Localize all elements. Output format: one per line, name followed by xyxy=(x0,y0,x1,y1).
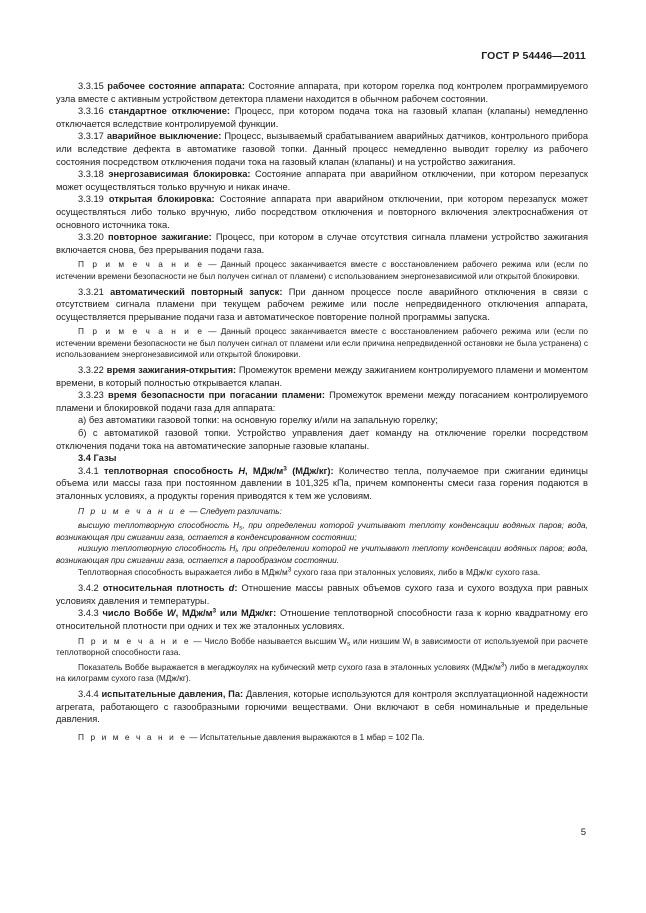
clause-3-3-19 xyxy=(56,193,588,231)
definition: Процесс, при котором подача тока на газовый клапан (клапаны) немедленно отключается вследствие контролируемой функции. xyxy=(56,106,588,129)
document-body xyxy=(56,80,588,746)
clause-number: 3.3.22 xyxy=(78,365,104,376)
note-text: — Испытательные давления выражаются в 1 мбар = 102 Па. xyxy=(189,731,425,742)
clause-3-3-21 xyxy=(56,286,588,324)
note-5 xyxy=(56,732,588,744)
term: аварийное выключение: xyxy=(106,131,222,142)
clause-3-4-4 xyxy=(56,688,588,726)
section-title: 3.4 Газы xyxy=(78,453,117,464)
term: автоматический повторный запуск: xyxy=(110,286,283,297)
clause-number: 3.3.21 xyxy=(78,286,104,297)
note-label: П р и м е ч а н и е xyxy=(78,259,205,270)
page-number: 5 xyxy=(580,827,586,838)
clause-number: 3.3.20 xyxy=(78,232,104,243)
clause-number: 3.4.2 xyxy=(78,583,99,594)
note-3 xyxy=(56,506,588,518)
list-item-a: а) без автоматики газовой топки: на основную горелку и/или на запальную горелку; xyxy=(78,415,438,426)
term: испытательные давления, Па: xyxy=(101,688,244,699)
clause-number: 3.4.3 xyxy=(78,608,99,619)
definition: Отношение массы равных объемов сухого газа и сухого воздуха при равных условиях давления и температуры. xyxy=(56,583,588,606)
definition: При данном процессе после аварийного отключения в связи с отсутствием сигнала пламени при текущем рабочем режиме или после непредвиденного отключения аппарата, осуществляется прерывание подачи газа и автоматическое повторение полной программы запуска. xyxy=(56,286,588,322)
definition: Состояние аппарата при аварийном отключении, при котором перезапуск может осуществляться только вручную и никак иначе. xyxy=(56,169,588,192)
definition: Состояние аппарата, при котором горелка под контролем программируемого узла вместе с активным устройством детектора пламени находится в обычном рабочем состоянии. xyxy=(56,81,588,104)
note-2 xyxy=(56,326,588,361)
definition: Количество тепла, получаемое при сжигании единицы объема или массы газа при постоянном давлении в 101,325 кПа, причем компоненты смеси газа горения подаются в эталонных условиях, а продукты горения приводятся к тем же условиям. xyxy=(56,465,588,501)
definition: Состояние аппарата при аварийном отключении, при котором перезапуск может осуществляться либо только вручную, либо посредством отключения и повторного включения электроснабжения от основного источника тока. xyxy=(56,194,588,230)
term: теплотворная способность H, МДж/$м^3$ (МДж/кг): xyxy=(103,465,334,476)
term: открытая блокировка: xyxy=(108,194,215,205)
clause-3-3-15 xyxy=(56,80,588,105)
note-label: П р и м е ч а н и е xyxy=(78,731,187,742)
term: число Воббе W, МДж/$м^3$ или МДж/кг: xyxy=(102,607,277,619)
list-item-b: б) с автоматикой газовой топки. Устройство управления дает команду на отключение горелки посредством отключения подачи тока на автоматические запорные газовые клапаны. xyxy=(56,428,588,451)
term: повторное зажигание: xyxy=(107,232,212,243)
note-4: П р и м е ч а н и е — Число Воббе называется высшим $W_s$ или низшим $W_i$ в зависимости от используемой при расчете теплотворной способности газа. xyxy=(56,635,588,658)
clause-number: 3.3.16 xyxy=(78,106,104,117)
term: время безопасности при погасании пламени: xyxy=(108,390,325,401)
clause-number: 3.4.1 xyxy=(78,465,99,476)
definition: Давления, которые используются для контроля эксплуатационной надежности агрегата, работающего с газообразными горючими веществами. Они включают в себя номинальные и предельные давления. xyxy=(56,688,588,725)
section-heading-3-4 xyxy=(56,452,588,465)
term: стандартное отключение: xyxy=(108,106,231,117)
note-label: П р и м е ч а н и е xyxy=(78,635,191,646)
note-4-extra: Показатель Воббе выражается в мегаджоулях на кубический метр сухого газа в эталонных условиях $(МДж/м^3)$ либо в мегаджоулях на килограмм сухого газа (МДж/кг). xyxy=(56,661,588,684)
definition: Процесс, при котором в случае отсутствия сигнала пламени устройство зажигания включается снова, без прерывания подачи газа. xyxy=(56,232,588,255)
clause-3-3-17 xyxy=(56,130,588,168)
clause-number: 3.3.15 xyxy=(78,81,104,91)
definition: Процесс, вызываемый срабатыванием аварийных датчиков, контрольного прибора или вследствие дефекта в автоматике газовой топки. Данный процесс немедленно выводит горелку из рабочего состояния посредством отключения подачи тока на газовый клапан (клапаны) и на устройство зажигания. xyxy=(56,131,588,167)
note-1 xyxy=(56,259,588,282)
clause-3-4-2 xyxy=(56,582,588,607)
document-code-header: ГОСТ Р 54446—2011 xyxy=(481,50,586,62)
clause-3-3-23 xyxy=(56,389,588,414)
clause-number: 3.3.23 xyxy=(78,390,104,401)
note-intro: — Следует различать: xyxy=(189,505,282,516)
note-label: П р и м е ч а н и е xyxy=(78,326,205,337)
term: относительная плотность d: xyxy=(102,583,238,594)
note-text: — Данный процесс заканчивается вместе с восстановлением рабочего режима или (если по истечении времени безопасности не был получен сигнал от пламени) с использованием энергонезависимой или открытой блокировки. xyxy=(56,259,589,281)
note-3-low: низшую теплотворную способность $H_i$, при определении которой не учитывают теплоту конденсации водяных паров; вода, возникающая при сжигании газа, остается в парообразном состоянии. xyxy=(56,543,588,565)
clause-number: 3.3.17 xyxy=(78,131,104,142)
term: рабочее состояние аппарата: xyxy=(107,81,245,91)
definition: Отношение теплотворной способности газа к корню квадратному его относительной плотности при одних и тех же эталонных условиях. xyxy=(56,608,588,631)
note-text: — Данный процесс заканчивается вместе с восстановлением рабочего режима или (если по истечении времени безопасности не был получен сигнал от пламени или если причина непредвиденной остановки не была устранена) с использованием энергонезависимой или открытой блокировки. xyxy=(56,326,589,360)
clause-3-3-18 xyxy=(56,168,588,193)
clause-number: 3.3.19 xyxy=(78,194,104,205)
clause-3-4-1 xyxy=(56,465,588,503)
clause-number: 3.3.18 xyxy=(78,169,104,180)
definition: Промежуток времени между зажиганием контролируемого пламени и моментом времени, в который полностью открывается клапан. xyxy=(56,365,588,388)
term: энергозависимая блокировка: xyxy=(108,169,251,180)
clause-number: 3.4.4 xyxy=(78,688,99,699)
note-3-extra: Теплотворная способность выражается либо в МДж/$м^3$ сухого газа при эталонных условиях, либо в МДж/кг сухого газа. xyxy=(78,566,541,577)
clause-3-4-3 xyxy=(56,607,588,632)
term: время зажигания-открытия: xyxy=(106,365,237,376)
note-3-high: высшую теплотворную способность $H_s$, при определении которой учитывают теплоту конденсации водяных паров; вода, возникающая при сжигании газа, остается в конденсированном состоянии; xyxy=(56,520,588,542)
clause-3-3-22 xyxy=(56,364,588,389)
clause-3-3-16 xyxy=(56,105,588,130)
definition: Промежуток времени между погасанием контролируемого пламени и блокировкой подачи газа для аппарата: xyxy=(56,390,588,413)
clause-3-3-20 xyxy=(56,231,588,256)
note-label: П р и м е ч а н и е xyxy=(78,505,187,516)
